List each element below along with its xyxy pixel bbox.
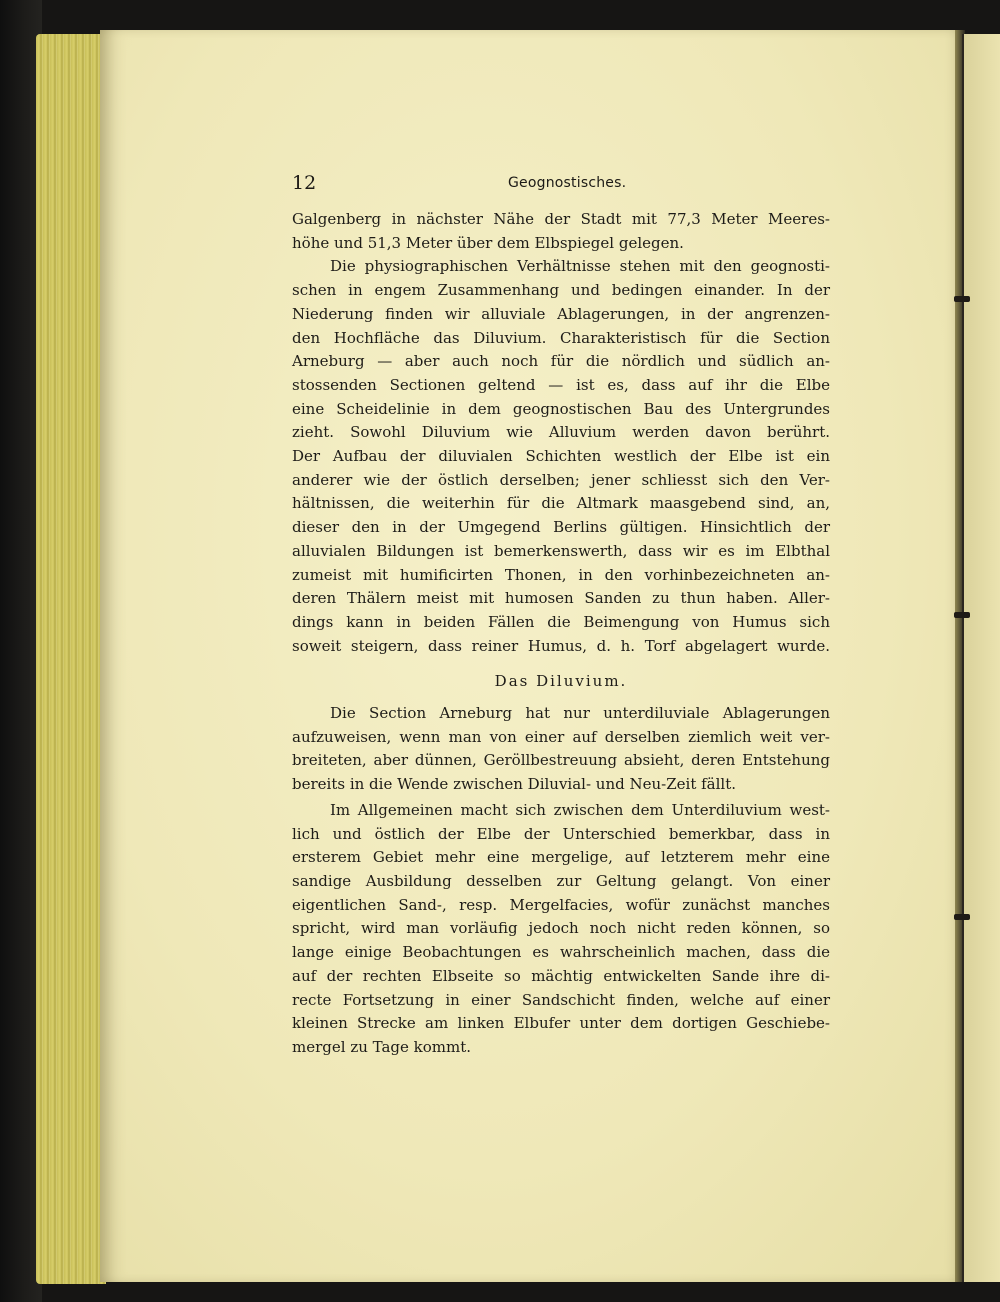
text-line: schen in engem Zusammenhang und bedingen einander. In der bbox=[292, 281, 830, 300]
text-line: sandige Ausbildung desselben zur Geltung gelangt. Von einer bbox=[292, 871, 830, 890]
facing-page-edge bbox=[962, 34, 1000, 1282]
text-line: soweit steigern, dass reiner Humus, d. h. Torf abgelagert wurde. bbox=[292, 636, 830, 655]
text-line: ersterem Gebiet mehr eine mergelige, auf letzterem mehr eine bbox=[292, 848, 830, 867]
text-line: dieser den in der Umgegend Berlins gültigen. Hinsichtlich der bbox=[292, 518, 830, 537]
text-line: Die physiographischen Verhältnisse stehen mit den geognosti- bbox=[330, 257, 830, 276]
text-line: Galgenberg in nächster Nähe der Stadt mit 77,3 Meter Meeres- bbox=[292, 210, 830, 228]
text-line: kleinen Strecke am linken Elbufer unter dem dortigen Geschiebe- bbox=[292, 1014, 830, 1033]
text-line: aufzuweisen, wenn man von einer auf derselben ziemlich weit ver- bbox=[292, 727, 830, 746]
binding-knot bbox=[954, 612, 970, 618]
text-line: auf der rechten Elbseite so mächtig entwickelten Sande ihre di- bbox=[292, 966, 830, 985]
text-line: breiteten, aber dünnen, Geröllbestreuung absieht, deren Entstehung bbox=[292, 751, 830, 770]
text-line: bereits in die Wende zwischen Diluvial- und Neu-Zeit fällt. bbox=[292, 775, 737, 794]
text-line: höhe und 51,3 Meter über dem Elbspiegel gelegen. bbox=[292, 233, 684, 252]
text-line: recte Fortsetzung in einer Sandschicht finden, welche auf einer bbox=[292, 990, 830, 1009]
text-line: Der Aufbau der diluvialen Schichten westlich der Elbe ist ein bbox=[292, 447, 830, 466]
text-line: eine Scheidelinie in dem geognostischen Bau des Untergrundes bbox=[292, 399, 830, 418]
text-line: anderer wie der östlich derselben; jener schliesst sich den Ver- bbox=[292, 470, 830, 489]
text-line: hältnissen, die weiterhin für die Altmark maasgebend sind, an, bbox=[292, 494, 830, 513]
section-heading: Das Diluvium. bbox=[494, 672, 628, 691]
text-line: alluvialen Bildungen ist bemerkenswerth, dass wir es im Elbthal bbox=[292, 541, 830, 560]
text-line: stossenden Sectionen geltend — ist es, dass auf ihr die Elbe bbox=[292, 375, 830, 394]
text-line: den Hochfläche das Diluvium. Charakteristisch für die Section bbox=[292, 328, 830, 347]
binding-thread bbox=[962, 34, 964, 1282]
page-stack-edges bbox=[36, 34, 106, 1284]
running-head-title: Geognostisches. bbox=[508, 175, 627, 191]
text-line: deren Thälern meist mit humosen Sanden zu thun haben. Aller- bbox=[292, 589, 830, 608]
text-line: lange einige Beobachtungen es wahrscheinlich machen, dass die bbox=[292, 943, 830, 962]
text-line: Im Allgemeinen macht sich zwischen dem Unterdiluvium west- bbox=[330, 800, 830, 819]
text-line: eigentlichen Sand-, resp. Mergelfacies, wofür zunächst manches bbox=[292, 895, 830, 914]
text-line: mergel zu Tage kommt. bbox=[292, 1037, 472, 1056]
text-line: dings kann in beiden Fällen die Beimengung von Humus sich bbox=[292, 612, 830, 631]
text-line: Arneburg — aber auch noch für die nördlich und südlich an- bbox=[292, 352, 830, 371]
running-head bbox=[292, 172, 812, 198]
text-line: lich und östlich der Elbe der Unterschied bemerkbar, dass in bbox=[292, 824, 830, 843]
text-line: Die Section Arneburg hat nur unterdiluviale Ablagerungen bbox=[330, 704, 830, 723]
text-line: zumeist mit humificirten Thonen, in den vorhinbezeichneten an- bbox=[292, 565, 830, 584]
page-number: 12 bbox=[292, 172, 317, 194]
binding-knot bbox=[954, 296, 970, 302]
text-line: zieht. Sowohl Diluvium wie Alluvium werden davon berührt. bbox=[292, 423, 830, 442]
text-line: Niederung finden wir alluviale Ablagerungen, in der angrenzen- bbox=[292, 304, 830, 323]
binding-knot bbox=[954, 914, 970, 920]
text-line: spricht, wird man vorläufig jedoch noch nicht reden können, so bbox=[292, 919, 830, 938]
body-text bbox=[292, 208, 830, 1060]
